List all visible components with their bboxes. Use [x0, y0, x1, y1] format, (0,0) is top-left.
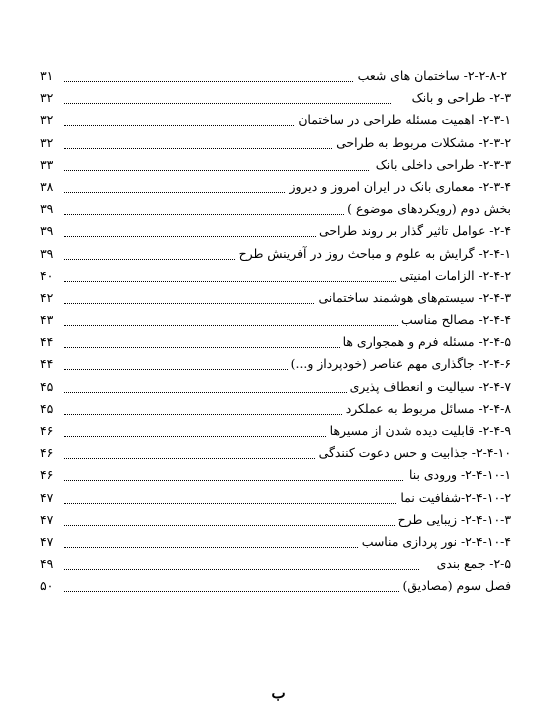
toc-entry — [40, 354, 514, 376]
toc-entry-page: ۳۹ — [40, 223, 64, 239]
toc-entry-page: ۳۱ — [40, 68, 64, 84]
dot-leader — [64, 236, 336, 237]
toc-entry-page: ۳۹ — [40, 246, 64, 262]
toc-entry-title: ۲-۳-۳- طراحی داخلی بانک — [373, 157, 511, 173]
toc-entry — [40, 266, 514, 288]
dot-leader — [64, 325, 398, 326]
dot-leader — [64, 503, 418, 504]
toc-entry-title: ۲-۳- طراحی و بانک — [409, 90, 511, 106]
dot-leader — [64, 192, 299, 193]
toc-entry-title: ۲-۴-۷- سیالیت و انعطاف پذیری — [347, 379, 511, 395]
toc-entry — [40, 488, 514, 510]
toc-entry-title: ۲-۴-۸- مسائل مربوط به عملکرد — [343, 401, 511, 417]
toc-entry-page: ۴۰ — [40, 268, 64, 284]
dot-leader — [64, 392, 383, 393]
toc-entry — [40, 88, 514, 110]
dot-leader — [64, 569, 419, 570]
toc-entry-title: ۲-۴-۱۰-۱- ورودی بنا — [406, 467, 511, 483]
toc-entry-title: ۲-۴-۱۰-۴- نور پردازی مناسب — [359, 534, 511, 550]
toc-entry-title: ۲-۴-۹- قابلیت دیده شدن از مسیرها — [327, 423, 511, 439]
toc-entry — [40, 133, 514, 155]
toc-entry — [40, 310, 514, 332]
toc-entry-title: ۲-۳-۱- اهمیت مسئله طراحی در ساختمان — [295, 112, 511, 128]
toc-entry-page: ۴۷ — [40, 534, 64, 550]
toc-entry — [40, 177, 514, 199]
toc-entry — [40, 421, 514, 443]
toc-entry — [40, 576, 514, 598]
dot-leader — [64, 303, 348, 304]
toc-entry-title: ۲-۴-۱۰- جذابیت و حس دعوت کنندگی — [316, 445, 511, 461]
toc-entry-title: ۲-۲-۸-۲- ساختمان های شعب — [355, 68, 507, 84]
toc-entry — [40, 221, 514, 243]
dot-leader — [64, 103, 391, 104]
toc-entry-title: ۲-۴-۱- گرایش به علوم و مباحث روز در آفرینش طرح — [236, 246, 511, 262]
toc-entry-title: ۲-۴-۱۰-۳- زیبایی طرح — [395, 512, 511, 528]
toc-entry-title: ۲-۴-۱۰-۲-شفافیت نما — [397, 490, 511, 506]
toc-entry-title: ۲-۴-۶- جاگذاری مهم عناصر (خودپرداز و...) — [288, 356, 511, 372]
dot-leader — [64, 369, 318, 370]
toc-entry — [40, 66, 514, 88]
page-number: ب — [271, 684, 286, 702]
dot-leader — [64, 591, 413, 592]
dot-leader — [64, 480, 403, 481]
dot-leader — [64, 125, 320, 126]
dot-leader — [64, 281, 398, 282]
toc-entry-page: ۴۴ — [40, 334, 64, 350]
toc-entry — [40, 155, 514, 177]
dot-leader — [64, 414, 356, 415]
toc-entry-page: ۳۲ — [40, 135, 64, 151]
toc-entry-page: ۴۶ — [40, 445, 64, 461]
dot-leader — [64, 214, 364, 215]
toc-entry — [40, 288, 514, 310]
toc-entry — [40, 332, 514, 354]
toc-entry-page: ۳۸ — [40, 179, 64, 195]
toc-entry — [40, 554, 514, 576]
toc-entry-title: ۲-۴- عوامل تاثیر گذار بر روند طراحی — [316, 223, 511, 239]
dot-leader — [64, 148, 356, 149]
toc-entry-page: ۴۴ — [40, 356, 64, 372]
toc-entry — [40, 244, 514, 266]
toc-entry — [40, 377, 514, 399]
dot-leader — [64, 436, 354, 437]
toc-entry-page: ۳۳ — [40, 157, 64, 173]
toc-entry-page: ۴۵ — [40, 379, 64, 395]
toc-entry-title: ۲-۴-۳- سیستم‌های هوشمند ساختمانی — [315, 290, 511, 306]
dot-leader — [64, 347, 376, 348]
toc-entry-page: ۴۹ — [40, 556, 64, 572]
toc-entry-page: ۴۳ — [40, 312, 64, 328]
toc-entry-page: ۵۰ — [40, 578, 64, 594]
toc-entry-page: ۳۲ — [40, 112, 64, 128]
dot-leader — [64, 170, 369, 171]
toc-entry — [40, 399, 514, 421]
toc-entry-page: ۴۷ — [40, 490, 64, 506]
toc-entry — [40, 199, 514, 221]
toc-entry-page: ۳۹ — [40, 201, 64, 217]
dot-leader — [64, 547, 368, 548]
toc-entry-title: ۲-۴-۵- مسئله فرم و همجواری ها — [340, 334, 511, 350]
toc-entry — [40, 465, 514, 487]
dot-leader — [64, 525, 397, 526]
dot-leader — [64, 81, 353, 82]
toc-entry — [40, 532, 514, 554]
toc-entry-title: بخش دوم (رویکردهای موضوع ) — [344, 201, 511, 217]
table-of-contents — [40, 66, 514, 599]
toc-entry-page: ۴۲ — [40, 290, 64, 306]
toc-entry-title: ۲-۴-۴- مصالح مناسب — [398, 312, 511, 328]
toc-entry-title: ۲-۳-۴- معماری بانک در ایران امروز و دیروز — [286, 179, 511, 195]
toc-entry-page: ۴۶ — [40, 467, 64, 483]
toc-entry — [40, 443, 514, 465]
toc-entry-page: ۴۵ — [40, 401, 64, 417]
toc-entry-page: ۳۲ — [40, 90, 64, 106]
toc-entry-title: ۲-۴-۲- الزامات امنیتی — [396, 268, 511, 284]
toc-entry-title: فصل سوم (مصادیق) — [399, 578, 511, 594]
toc-entry-page: ۴۷ — [40, 512, 64, 528]
toc-entry-title: ۲-۵- جمع بندی — [434, 556, 511, 572]
toc-entry — [40, 510, 514, 532]
dot-leader — [64, 458, 339, 459]
toc-entry — [40, 110, 514, 132]
toc-entry-page: ۴۶ — [40, 423, 64, 439]
toc-entry-title: ۲-۳-۲- مشکلات مربوط به طراحی — [333, 135, 511, 151]
